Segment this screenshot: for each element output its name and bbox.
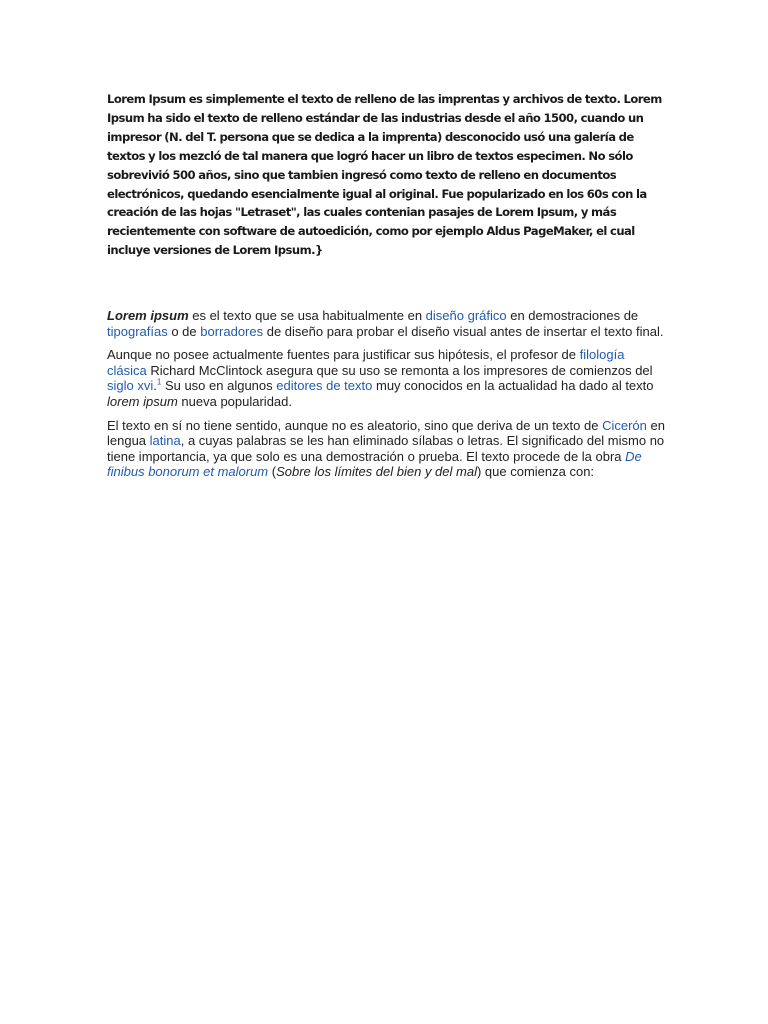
lorem-ipsum-term: Lorem ipsum — [107, 308, 189, 323]
footnote-reference[interactable]: 1 — [156, 378, 162, 388]
link-diseno-grafico[interactable]: diseño gráfico — [425, 308, 507, 323]
article-paragraph-3: El texto en sí no tiene sentido, aunque no es aleatorio, sino que deriva de un texto de Cicerón en lengua latina, a cuyas palabras se les han eliminado sílabas o letras. El significado del mismo no tiene importancia, ya que solo es una demostración o prueba. El texto procede de la obra De finibus bonorum et malorum (Sobre los límites del bien y del mal) que comienza con: — [107, 417, 665, 480]
link-siglo-xvi[interactable]: siglo xvi — [107, 378, 154, 394]
intro-paragraph: Lorem Ipsum es simplemente el texto de relleno de las imprentas y archivos de texto. Lorem Ipsum ha sido el texto de relleno estándar de las industrias desde el año 1500, cuando un impresor (N. del T. persona que se dedica a la imprenta) desconocido usó una galería de textos y los mezcló de tal manera que logró hacer un libro de textos especimen. No sólo sobrevivió 500 años, sino que tambien ingresó como texto de relleno en documentos electrónicos, quedando esencialmente igual al original. Fue popularizado en los 60s con la creación de las hojas "Letraset", las cuales contenian pasajes de Lorem Ipsum, y más recientemente con software de autoedición, como por ejemplo Aldus PageMaker, el cual incluye versiones de Lorem Ipsum.} — [107, 92, 662, 258]
lorem-ipsum-emphasis: lorem ipsum — [107, 393, 178, 409]
link-borradores[interactable]: borradores — [200, 323, 264, 339]
article-excerpt — [107, 308, 667, 488]
article-paragraph-1: Lorem ipsum es el texto que se usa habitualmente en diseño gráfico en demostraciones de tipografías o de borradores de diseño para probar el diseño visual antes de insertar el texto final. — [107, 308, 664, 339]
link-de-finibus[interactable]: De finibus bonorum et malorum — [107, 448, 642, 480]
link-tipografias[interactable]: tipografías — [107, 323, 168, 339]
link-filologia-clasica[interactable]: filología clásica — [107, 347, 625, 378]
book-title-translation: Sobre los límites del bien y del mal — [276, 464, 477, 480]
link-editores-de-texto[interactable]: editores de texto — [276, 378, 373, 394]
link-ciceron[interactable]: Cicerón — [602, 417, 647, 433]
link-latina[interactable]: latina — [149, 433, 181, 449]
article-paragraph-2: Aunque no posee actualmente fuentes para justificar sus hipótesis, el profesor de filología clásica Richard McClintock asegura que su uso se remonta a los impresores de comienzos del siglo xvi.$^1$ Su uso en algunos editores de texto muy conocidos en la actualidad ha dado al texto lorem ipsum nueva popularidad. — [107, 347, 654, 409]
